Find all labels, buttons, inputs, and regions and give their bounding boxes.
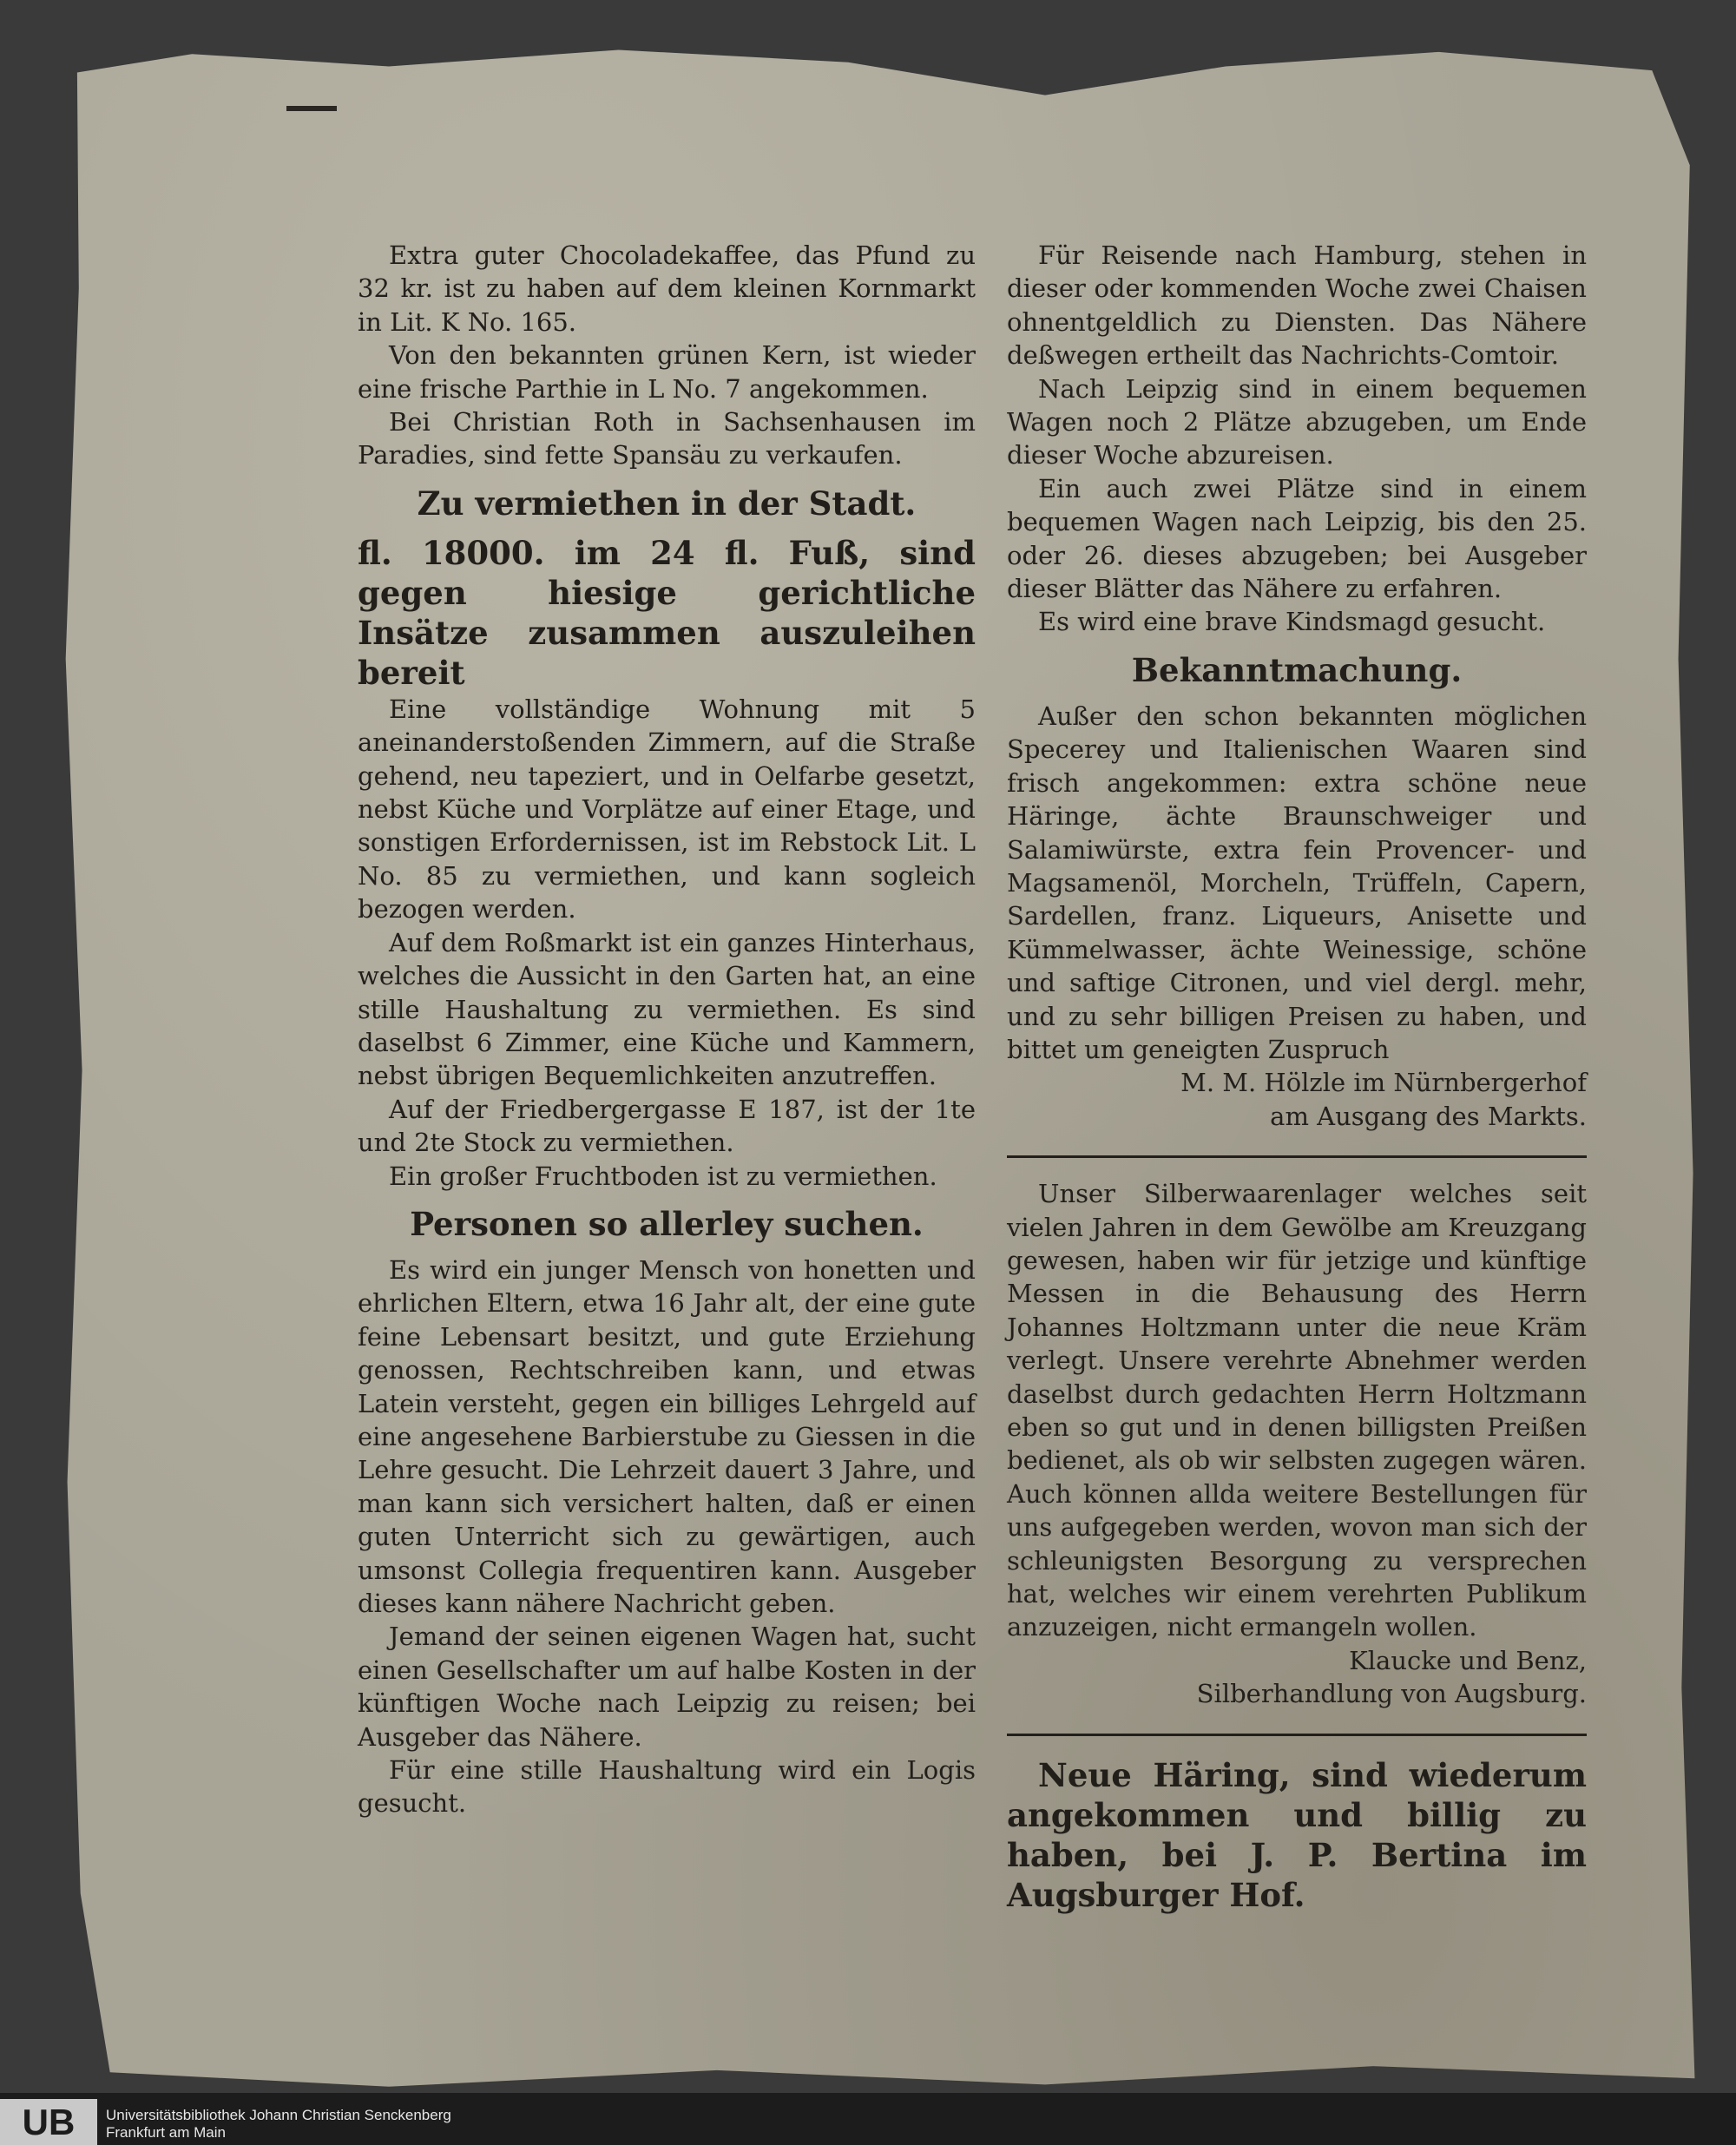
library-city: Frankfurt am Main: [106, 2124, 226, 2141]
page-mark: [286, 106, 337, 111]
ad-leipzig-seats-2: Ein auch zwei Plätze sind in einem bequemen Wagen nach Leipzig, bis den 25. oder 26. dieses abzugeben; bei Ausgeber dieser Blätter das Nähere zu erfahren.: [1007, 473, 1587, 604]
loan-notice: fl. 18000. im 24 fl. Fuß, sind gegen hiesige gerichtliche Insätze zusammen auszuleihen bereit: [358, 533, 976, 692]
ad-green-kern: Von den bekannten grünen Kern, ist wieder eine frische Parthie in L No. 7 angekommen.: [358, 340, 976, 404]
library-name: Universitätsbibliothek Johann Christian Senckenberg: [106, 2107, 451, 2123]
ad-travel-companion: Jemand der seinen eigenen Wagen hat, sucht einen Gesellschafter um auf halbe Kosten in der künftigen Woche nach Leipzig zu reisen; bei Ausgeber das Nähere.: [358, 1622, 976, 1752]
signature-hoelzle-1: M. M. Hölzle im Nürnbergerhof: [1180, 1068, 1587, 1098]
ad-hamburg-chaise: Für Reisende nach Hamburg, stehen in dieser oder kommenden Woche zwei Chaisen ohnentgeldlich zu Diensten. Das Nähere deßwegen ertheilt das Nachrichts-Comtoir.: [1007, 240, 1587, 371]
signature-klaucke-2: Silberhandlung von Augsburg.: [1196, 1679, 1587, 1709]
notice-herring: Neue Häring, sind wiederum angekommen und billig zu haben, bei J. P. Bertina im Augsburger Hof.: [1007, 1755, 1587, 1914]
right-column: [1007, 239, 1587, 1915]
ad-friedberg-floor: Auf der Friedbergergasse E 187, ist der 1te und 2te Stock zu vermiethen.: [358, 1094, 976, 1158]
left-column: [358, 239, 976, 1820]
ad-apartment: Eine vollständige Wohnung mit 5 aneinanderstoßenden Zimmern, auf die Straße gehend, neu tapeziert, und in Oelfarbe gesetzt, nebst Küche und Vorplätze auf einer Etage, und sonstigen Erfordernissen, ist im Rebstock Lit. L No. 85 zu vermiethen, und kann sogleich bezogen werden.: [358, 694, 976, 924]
ad-chocolate-coffee: Extra guter Chocoladekaffee, das Pfund zu 32 kr. ist zu haben auf dem kleinen Kornmarkt in Lit. K No. 165.: [358, 240, 976, 337]
notice-silverware: Unser Silberwaarenlager welches seit vielen Jahren in dem Gewölbe am Kreuzgang gewesen, haben wir für jetzige und künftige Messen in die Behausung des Herrn Johannes Holtzmann unter die neue Kräm verlegt. Unsere verehrte Abnehmer werden daselbst durch gedachten Herrn Holtzmann eben so gut und in denen billigsten Preißen bedienet, als ob wir selbsten zugegen wären. Auch können allda weitere Bestellungen für uns aufgegeben werden, wovon man sich der schleunigsten Besorgung zu versprechen hat, welches wir einem verehrten Publikum anzuzeigen, nicht ermangeln wollen.: [1007, 1179, 1587, 1642]
ad-rear-house: Auf dem Roßmarkt ist ein ganzes Hinterhaus, welches die Aussicht in den Garten hat, an eine stille Haushaltung zu vermiethen. Es sind daselbst 6 Zimmer, eine Küche und Kammern, nebst übrigen Bequemlichkeiten anzutreffen.: [358, 927, 976, 1091]
divider: [1007, 1155, 1587, 1158]
divider: [1007, 1734, 1587, 1736]
signature-klaucke-1: Klaucke und Benz,: [1349, 1645, 1587, 1675]
announcement-groceries: Außer den schon bekannten möglichen Specerey und Italienischen Waaren sind frisch angekommen: extra schöne neue Häringe, ächte Braunschweiger und Salamiwürste, extra fein Provencer- und Magsamenöl, Morcheln, Trüffeln, Capern, Sardellen, franz. Liqueurs, Anisette und Kümmelwasser, ächte Weinessige, schöne und saftige Citronen, und viel dergl. mehr, und zu sehr billigen Preisen zu haben, und bittet um geneigten Zuspruch: [1007, 701, 1587, 1064]
ad-leipzig-seats: Nach Leipzig sind in einem bequemen Wagen noch 2 Plätze abzugeben, um Ende dieser Woche abzureisen.: [1007, 373, 1587, 470]
footer-text: [106, 2107, 451, 2142]
section-heading-announcement: Bekanntmachung.: [1131, 650, 1463, 689]
ad-spansau: Bei Christian Roth in Sachsenhausen im Paradies, sind fette Spansäu zu verkaufen.: [358, 407, 976, 470]
ad-nursemaid: Es wird eine brave Kindsmagd gesucht.: [1038, 607, 1546, 637]
signature-hoelzle-2: am Ausgang des Markts.: [1270, 1101, 1587, 1131]
ad-apprentice: Es wird ein junger Mensch von honetten und ehrlichen Eltern, etwa 16 Jahr alt, der eine gute feine Lebensart besitzt, und gute Erziehung genossen, Rechtschreiben kann, und etwas Latein versteht, gegen ein billiges Lehrgeld auf eine angesehene Barbierstube zu Giessen in die Lehre gesucht. Die Lehrzeit dauert 3 Jahre, und man kann sich versichert halten, daß er einen guten Unterricht sich zu gewärtigen, auch umsonst Collegia frequentiren kann. Ausgeber dieses kann nähere Nachricht geben.: [358, 1254, 976, 1618]
section-heading-rentals: Zu vermiethen in der Stadt.: [417, 484, 917, 523]
ad-granary: Ein großer Fruchtboden ist zu vermiethen.: [389, 1161, 937, 1191]
ad-logis: Für eine stille Haushaltung wird ein Logis gesucht.: [358, 1755, 976, 1819]
ub-logo: UB: [0, 2099, 97, 2145]
section-heading-seeking: Personen so allerley suchen.: [410, 1204, 924, 1243]
